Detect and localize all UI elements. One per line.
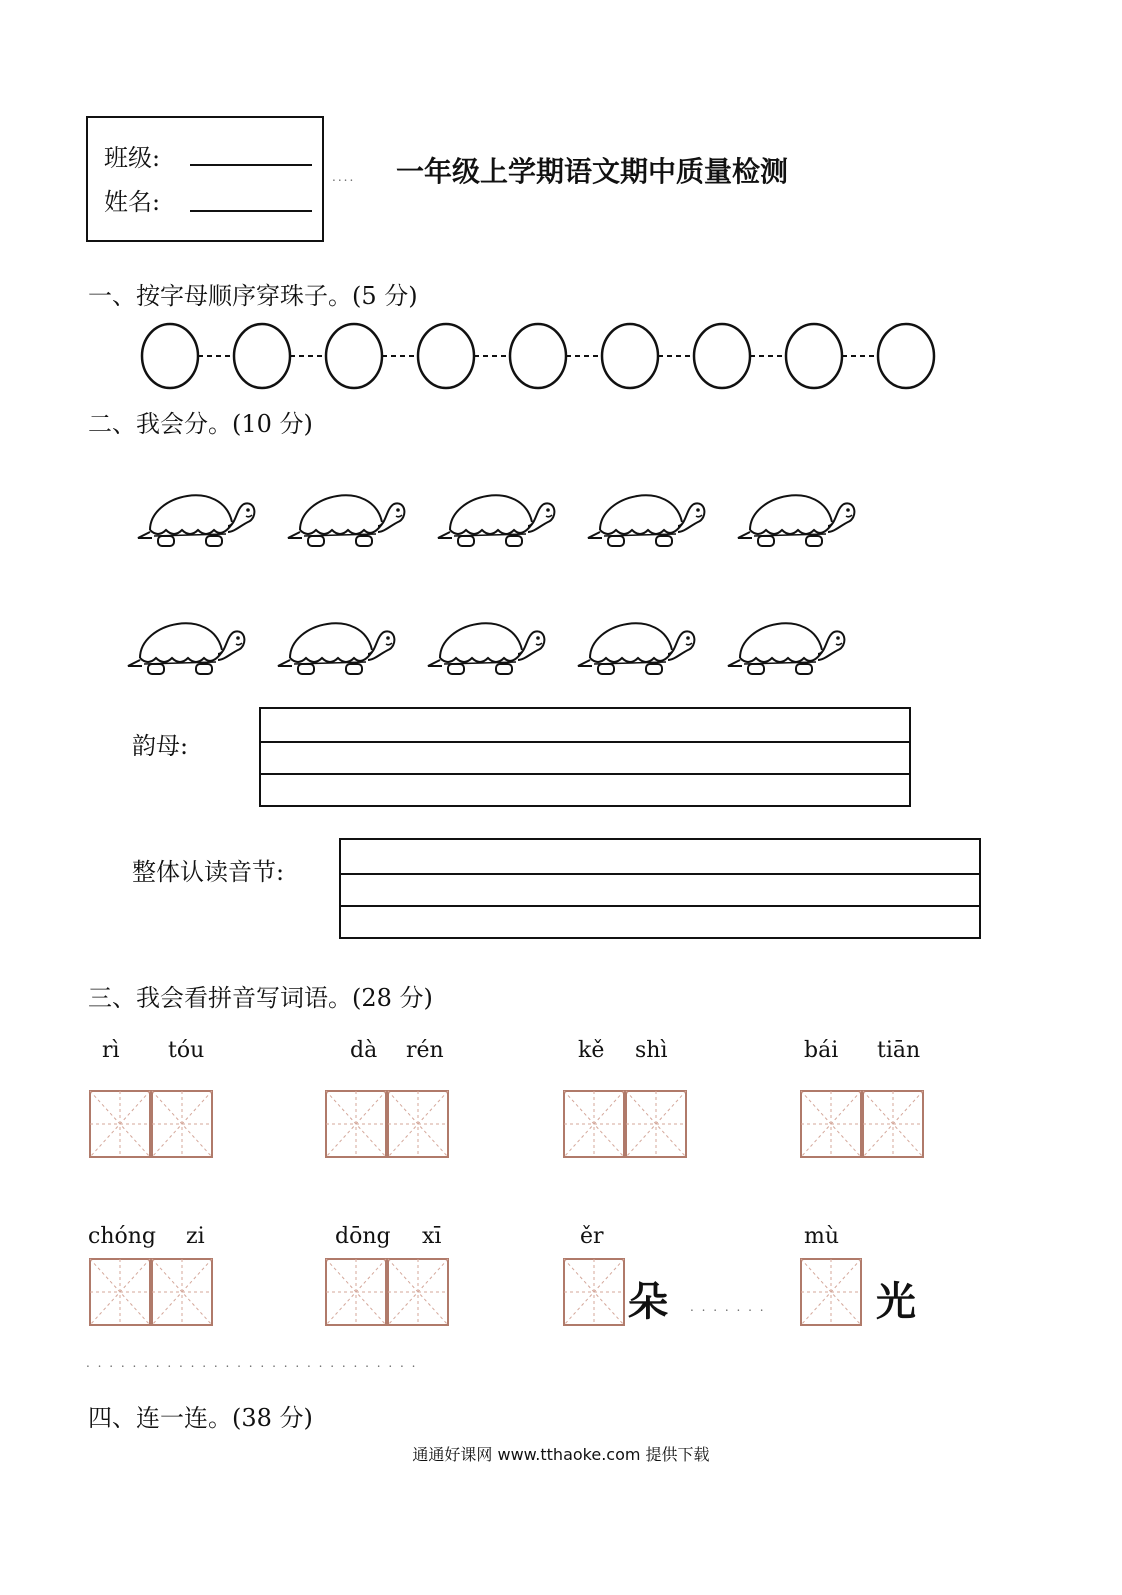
bead-circle[interactable] (786, 324, 842, 388)
page-title: 一年级上学期语文期中质量检测 (396, 155, 789, 188)
bead-circle[interactable] (878, 324, 934, 388)
pinyin: dà (350, 1038, 378, 1063)
writing-grid-cell[interactable] (563, 1090, 625, 1158)
writing-grid-cell[interactable] (325, 1258, 387, 1326)
pinyin: mù (804, 1224, 840, 1249)
turtle-icon (136, 472, 256, 566)
bead-circle[interactable] (602, 324, 658, 388)
bead-string (140, 322, 940, 392)
class-field[interactable] (190, 164, 312, 166)
section-2-heading: 二、我会分。(10 分) (88, 410, 313, 438)
pinyin: ěr (580, 1224, 604, 1249)
whole-syllables-answer-box[interactable] (339, 838, 981, 939)
section-4-heading: 四、连一连。(38 分) (88, 1404, 313, 1432)
whole-syllables-label: 整体认读音节: (132, 858, 285, 886)
writing-grid-cell[interactable] (563, 1258, 625, 1326)
section-1-heading: 一、按字母顺序穿珠子。(5 分) (88, 282, 418, 310)
pinyin: rén (406, 1038, 444, 1063)
decorative-dots: . . . . . . . . . . . . . . . . . . . . . . . . . . . . . (86, 1356, 418, 1370)
bead-circle[interactable] (510, 324, 566, 388)
turtle-icon (426, 600, 546, 694)
pinyin: tóu (168, 1038, 205, 1063)
turtle-icon (736, 472, 856, 566)
writing-grid-cell[interactable] (862, 1090, 924, 1158)
pinyin: dōng (335, 1224, 391, 1249)
pinyin: zi (186, 1224, 205, 1249)
writing-grid-cell[interactable] (387, 1090, 449, 1158)
turtle-icon (126, 600, 246, 694)
decorative-dots: .... (332, 170, 356, 184)
bead-circle[interactable] (234, 324, 290, 388)
writing-grid-cell[interactable] (89, 1090, 151, 1158)
section-3-heading: 三、我会看拼音写词语。(28 分) (88, 984, 433, 1012)
bead-circle[interactable] (142, 324, 198, 388)
name-label: 姓名: (104, 188, 161, 216)
finals-label: 韵母: (132, 732, 189, 760)
bead-circle[interactable] (694, 324, 750, 388)
pinyin: chóng (88, 1224, 156, 1249)
turtle-icon (576, 600, 696, 694)
pinyin: rì (102, 1038, 120, 1063)
given-character: 光 (876, 1279, 916, 1325)
finals-answer-box[interactable] (259, 707, 911, 807)
given-character: 朵 (628, 1279, 668, 1325)
pinyin: bái (804, 1038, 839, 1063)
writing-grid-cell[interactable] (151, 1090, 213, 1158)
footer-credit: 通通好课网 www.tthaoke.com 提供下载 (412, 1445, 710, 1464)
turtle-icon (726, 600, 846, 694)
writing-grid-cell[interactable] (387, 1258, 449, 1326)
writing-grid-cell[interactable] (800, 1258, 862, 1326)
pinyin: kě (578, 1038, 605, 1063)
writing-grid-cell[interactable] (89, 1258, 151, 1326)
class-label: 班级: (104, 144, 161, 172)
writing-grid-cell[interactable] (325, 1090, 387, 1158)
bead-circle[interactable] (418, 324, 474, 388)
name-field[interactable] (190, 210, 312, 212)
turtle-icon (436, 472, 556, 566)
turtle-icon (286, 472, 406, 566)
turtle-icon (586, 472, 706, 566)
pinyin: tiān (877, 1038, 921, 1063)
writing-grid-cell[interactable] (151, 1258, 213, 1326)
decorative-dots: . . . . . . . (690, 1300, 766, 1314)
student-info-box (86, 116, 324, 242)
turtle-icon (276, 600, 396, 694)
pinyin: xī (422, 1224, 442, 1249)
writing-grid-cell[interactable] (800, 1090, 862, 1158)
writing-grid-cell[interactable] (625, 1090, 687, 1158)
pinyin: shì (635, 1038, 668, 1063)
bead-circle[interactable] (326, 324, 382, 388)
